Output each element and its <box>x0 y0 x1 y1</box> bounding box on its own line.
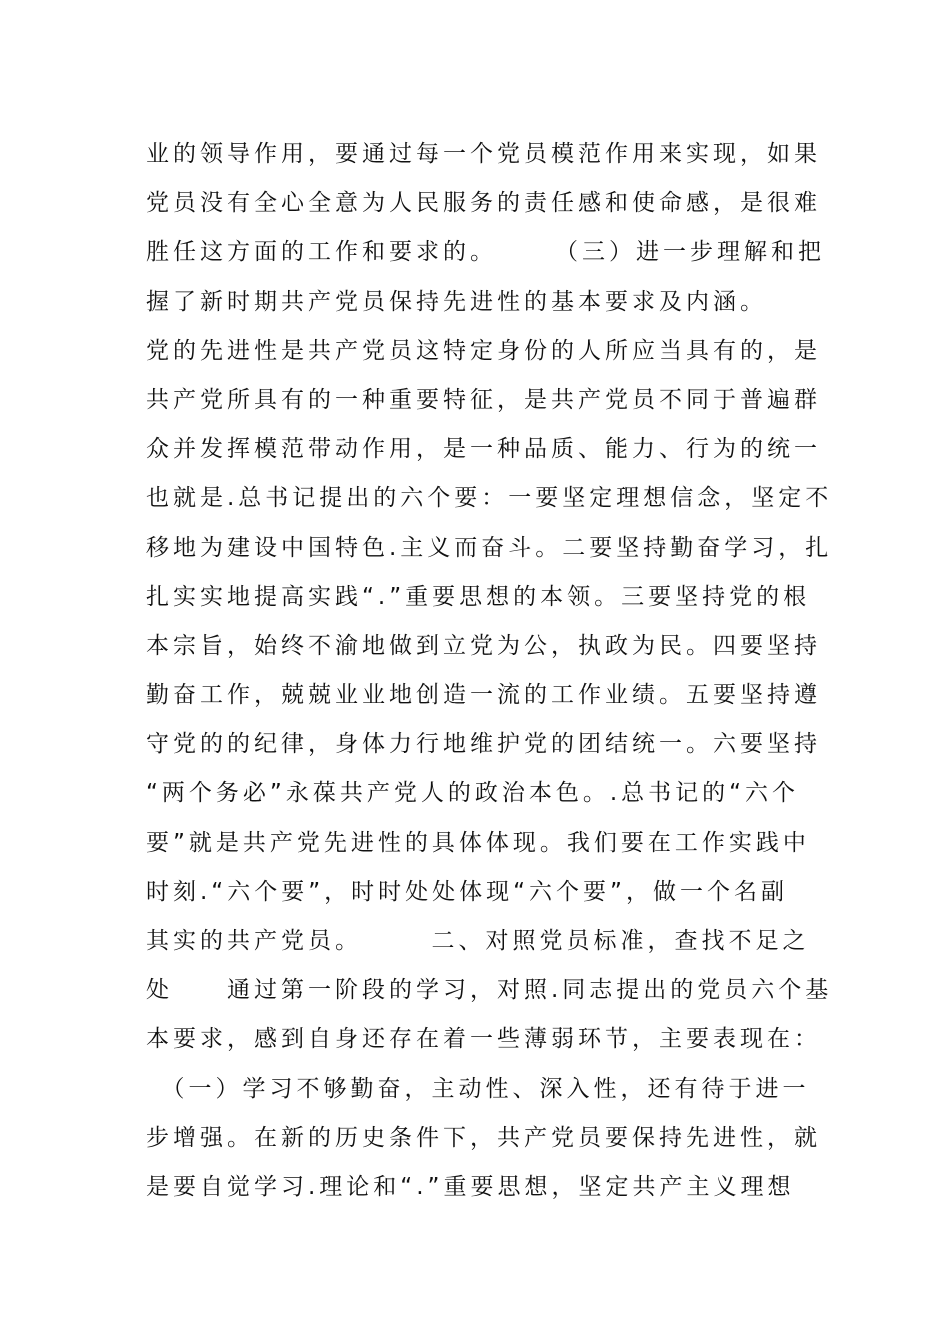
document-body <box>146 132 833 1214</box>
text-line: 步增强。在新的历史条件下，共产党员要保持先进性，就 <box>146 1124 821 1151</box>
text-line: 也就是.总书记提出的六个要：一要坚定理想信念，坚定不 <box>146 485 833 512</box>
text-line: （一）学习不够勤奋，主动性、深入性，还有待于进一 <box>146 1075 810 1102</box>
text-line: 党员没有全心全意为人民服务的责任感和使命感，是很难 <box>146 190 821 217</box>
text-line: 本宗旨，始终不渝地做到立党为公，执政为民。四要坚持 <box>146 632 821 659</box>
text-line: 时刻.“六个要”，时时处处体现“六个要”，做一个名副 <box>146 878 788 905</box>
text-line: 扎实实地提高实践“.”重要思想的本领。三要坚持党的根 <box>146 583 811 610</box>
text-line: 其实的共产党员。 二、对照党员标准，查找不足之 <box>146 928 810 954</box>
text-line: 业的领导作用，要通过每一个党员模范作用来实现，如果 <box>146 141 821 167</box>
text-line: 处 通过第一阶段的学习，对照.同志提出的党员六个基 <box>146 977 833 1004</box>
text-line: 胜任这方面的工作和要求的。 （三）进一步理解和把 <box>146 239 825 266</box>
text-line: 移地为建设中国特色.主义而奋斗。二要坚持勤奋学习，扎 <box>146 534 833 561</box>
text-line: 党的先进性是共产党员这特定身份的人所应当具有的，是 <box>146 337 821 364</box>
text-line: 众并发挥模范带动作用，是一种品质、能力、行为的统一 <box>146 436 821 463</box>
text-line: “两个务必”永葆共产党人的政治本色。.总书记的“六个 <box>146 780 800 807</box>
text-line: 守党的的纪律，身体力行地维护党的团结统一。六要坚持 <box>146 731 821 758</box>
text-line: 是要自觉学习.理论和“.”重要思想，坚定共产主义理想 <box>146 1173 795 1200</box>
text-line: 勤奋工作，兢兢业业地创造一流的工作业绩。五要坚持遵 <box>146 682 821 709</box>
text-line: 本要求，感到自身还存在着一些薄弱环节，主要表现在： <box>146 1026 821 1053</box>
text-line: 共产党所具有的一种重要特征，是共产党员不同于普遍群 <box>146 386 821 413</box>
text-line: 要”就是共产党先进性的具体体现。我们要在工作实践中 <box>146 829 810 856</box>
text-line: 握了新时期共产党员保持先进性的基本要求及内涵。 <box>146 288 767 315</box>
